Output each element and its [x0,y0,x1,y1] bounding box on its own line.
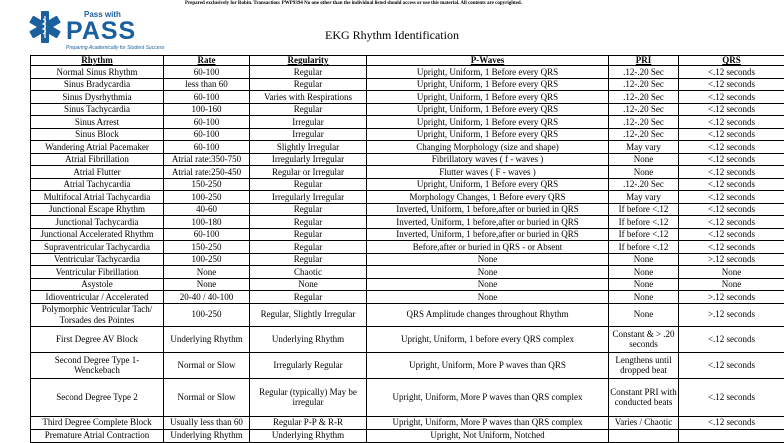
cell-p-waves: None [367,266,609,279]
cell-regularity: Underlying Rhythm [250,429,367,442]
cell-pri: May vary [609,191,679,204]
cell-rhythm: First Degree AV Block [31,326,164,352]
cell-rate: 100-160 [164,103,250,116]
cell-qrs: <.12 seconds [679,228,784,241]
cell-pri: None [609,278,679,291]
cell-pri: If before <.12 [609,216,679,229]
cell-qrs [679,429,784,442]
cell-rhythm: Sinus Arrest [31,116,164,129]
cell-qrs: <.12 seconds [679,326,784,352]
cell-qrs: <.12 seconds [679,203,784,216]
cell-rate: Atrial rate:250-450 [164,166,250,179]
cell-rhythm: Atrial Tachycardia [31,178,164,191]
cell-rate: None [164,266,250,279]
cell-rate: 60-100 [164,66,250,79]
cell-qrs: None [679,278,784,291]
cell-qrs: <.12 seconds [679,191,784,204]
cell-regularity: Regular [250,228,367,241]
cell-qrs: None [679,266,784,279]
cell-pri: .12-.20 Sec [609,103,679,116]
cell-pri: .12-.20 Sec [609,78,679,91]
cell-pri: May vary [609,141,679,154]
cell-p-waves: Inverted, Uniform, 1 before,after or buried in QRS [367,203,609,216]
cell-regularity: Regular, Slightly Irregular [250,303,367,326]
page-title: EKG Rhythm Identification [0,28,784,43]
cell-p-waves: Upright, Not Uniform, Notched [367,429,609,442]
header-rhythm: Rhythm [31,56,164,66]
cell-pri: None [609,303,679,326]
cell-rate: 60-100 [164,128,250,141]
cell-rhythm: Wandering Atrial Pacemaker [31,141,164,154]
cell-pri: If before <.12 [609,241,679,254]
logo-pass: PASS [66,17,136,46]
cell-pri: None [609,253,679,266]
cell-pri: If before <.12 [609,228,679,241]
cell-rhythm: Normal Sinus Rhythm [31,66,164,79]
cell-pri: Lengthens until dropped beat [609,352,679,378]
cell-p-waves: Upright, Uniform, 1 before every QRS complex [367,326,609,352]
cell-rhythm: Sinus Dysrhythmia [31,91,164,104]
cell-p-waves: Before,after or buried in QRS - or Absent [367,241,609,254]
cell-regularity: Regular [250,66,367,79]
table-row [31,66,784,79]
cell-qrs: <.12 seconds [679,91,784,104]
cell-rate: Normal or Slow [164,352,250,378]
cell-pri: None [609,166,679,179]
cell-qrs: <.12 seconds [679,103,784,116]
cell-p-waves: Upright, Uniform, 1 Before every QRS [367,116,609,129]
cell-rhythm: Sinus Block [31,128,164,141]
cell-regularity: Regular (typically) May be irregular [250,378,367,416]
cell-rate: 60-100 [164,91,250,104]
cell-rhythm: Idioventricular / Accelerated [31,291,164,304]
cell-p-waves: None [367,291,609,304]
header-rate: Rate [164,56,250,66]
table-row [31,429,784,442]
cell-rate: 40-60 [164,203,250,216]
cell-p-waves: Upright, Uniform, 1 Before every QRS [367,103,609,116]
cell-rhythm: Sinus Bradycardia [31,78,164,91]
cell-rhythm: Supraventricular Tachycardia [31,241,164,254]
table-row [31,278,784,291]
cell-rhythm: Second Degree Type 2 [31,378,164,416]
cell-qrs: <.12 seconds [679,128,784,141]
cell-rhythm: Ventricular Fibrillation [31,266,164,279]
table-row [31,178,784,191]
cell-p-waves: Upright, Uniform, 1 Before every QRS [367,178,609,191]
cell-regularity: Irregularly Irregular [250,191,367,204]
cell-rhythm: Atrial Flutter [31,166,164,179]
cell-pri: Constant & > .20 seconds [609,326,679,352]
cell-pri: If before <.12 [609,203,679,216]
cell-rhythm: Asystole [31,278,164,291]
cell-pri: Varies / Chaotic [609,416,679,429]
cell-qrs: <.12 seconds [679,78,784,91]
table-row [31,378,784,416]
cell-qrs: <.12 seconds [679,153,784,166]
cell-qrs: >.12 seconds [679,303,784,326]
table-row [31,416,784,429]
cell-regularity: Irregularly Irregular [250,153,367,166]
cell-pri: Constant PRI with conducted beats [609,378,679,416]
cell-qrs: <.12 seconds [679,166,784,179]
table-row [31,141,784,154]
cell-rate: Usually less than 60 [164,416,250,429]
cell-p-waves: QRS Amplitude changes throughout Rhythm [367,303,609,326]
cell-rhythm: Sinus Tachycardia [31,103,164,116]
cell-regularity: Regular [250,78,367,91]
cell-qrs: <.12 seconds [679,378,784,416]
cell-p-waves: Upright, Uniform, More P waves than QRS complex [367,416,609,429]
cell-p-waves: Inverted, Uniform, 1 before,after or buried in QRS [367,216,609,229]
cell-p-waves: Upright, Uniform, More P waves than QRS [367,352,609,378]
cell-regularity: Regular or Irregular [250,166,367,179]
cell-rhythm: Polymorphic Ventricular Tach/ Torsades des Pointes [31,303,164,326]
table-row [31,153,784,166]
cell-p-waves: None [367,253,609,266]
cell-p-waves: Inverted, Uniform, 1 before,after or buried in QRS [367,228,609,241]
cell-regularity: Regular [250,241,367,254]
cell-regularity: Varies with Respirations [250,91,367,104]
table-row [31,228,784,241]
cell-rhythm: Multifocal Atrial Tachycardia [31,191,164,204]
cell-rate: 100-250 [164,303,250,326]
cell-pri: None [609,291,679,304]
table-row [31,303,784,326]
cell-pri: .12-.20 Sec [609,178,679,191]
cell-regularity: Regular [250,103,367,116]
cell-rate: Underlying Rhythm [164,326,250,352]
cell-rate: less than 60 [164,78,250,91]
cell-rate: 60-100 [164,228,250,241]
cell-regularity: Regular P-P & R-R [250,416,367,429]
cell-qrs: <.12 seconds [679,216,784,229]
cell-rate: Underlying Rhythm [164,429,250,442]
table-row [31,191,784,204]
table-row [31,291,784,304]
cell-qrs: <.12 seconds [679,352,784,378]
cell-p-waves: Upright, Uniform, 1 Before every QRS [367,91,609,104]
cell-qrs: >.12 seconds [679,291,784,304]
cell-qrs: <.12 seconds [679,416,784,429]
cell-regularity: Chaotic [250,266,367,279]
ekg-rhythm-table [30,55,784,443]
cell-p-waves: Upright, Uniform, 1 Before every QRS [367,78,609,91]
cell-pri: .12-.20 Sec [609,91,679,104]
cell-qrs: <.12 seconds [679,178,784,191]
table-row [31,266,784,279]
cell-qrs: <.12 seconds [679,241,784,254]
cell-p-waves: None [367,278,609,291]
cell-rate: Normal or Slow [164,378,250,416]
cell-regularity: Irregularly Regular [250,352,367,378]
cell-rate: 60-100 [164,141,250,154]
cell-pri: None [609,266,679,279]
cell-regularity: None [250,278,367,291]
table-row [31,326,784,352]
table-row [31,78,784,91]
cell-pri: None [609,153,679,166]
cell-rate: 100-250 [164,191,250,204]
cell-rhythm: Atrial Fibrillation [31,153,164,166]
cell-regularity: Irregular [250,116,367,129]
logo-pass-with: Pass with [84,10,121,19]
cell-regularity: Slightly Irregular [250,141,367,154]
cell-p-waves: Fibrillatory waves ( f - waves ) [367,153,609,166]
header-regularity: Regularity [250,56,367,66]
header-qrs: QRS [679,56,784,66]
cell-regularity: Regular [250,216,367,229]
cell-rate: 150-250 [164,178,250,191]
header-pri: PRI [609,56,679,66]
cell-regularity: Regular [250,203,367,216]
table-row [31,91,784,104]
cell-rhythm: Junctional Accelerated Rhythm [31,228,164,241]
cell-rhythm: Ventricular Tachycardia [31,253,164,266]
cell-rate: Atrial rate:350-750 [164,153,250,166]
cell-p-waves: Flutter waves ( F - waves ) [367,166,609,179]
cell-p-waves: Upright, Uniform, 1 Before every QRS [367,66,609,79]
cell-rate: 20-40 / 40-100 [164,291,250,304]
cell-pri: .12-.20 Sec [609,66,679,79]
cell-rate: 100-250 [164,253,250,266]
copyright-notice: Prepared exclusively for Robin. Transaction: PWP9394 No one other than the individual listed should access or use this material. All contents are copyrighted. [185,1,522,6]
cell-regularity: Underlying Rhythm [250,326,367,352]
cell-rhythm: Third Degree Complete Block [31,416,164,429]
table-row [31,241,784,254]
cell-pri: .12-.20 Sec [609,128,679,141]
cell-qrs: >.12 seconds [679,253,784,266]
cell-qrs: <.12 seconds [679,66,784,79]
logo-tagline: Preparing Academically for Student Success [66,45,164,51]
table-row [31,253,784,266]
table-row [31,128,784,141]
cell-p-waves: Upright, Uniform, More P waves than QRS complex [367,378,609,416]
cell-regularity: Regular [250,178,367,191]
cell-p-waves: Upright, Uniform, 1 Before every QRS [367,128,609,141]
cell-p-waves: Changing Morphology (size and shape) [367,141,609,154]
cell-regularity: Regular [250,291,367,304]
cell-rate: 150-250 [164,241,250,254]
cell-rhythm: Junctional Escape Rhythm [31,203,164,216]
cell-regularity: Irregular [250,128,367,141]
cell-qrs: <.12 seconds [679,141,784,154]
cell-rate: None [164,278,250,291]
cell-p-waves: Morphology Changes, 1 Before every QRS [367,191,609,204]
table-row [31,216,784,229]
table-row [31,166,784,179]
cell-rhythm: Junctional Tachycardia [31,216,164,229]
cell-rhythm: Premature Atrial Contraction [31,429,164,442]
cell-qrs: <.12 seconds [679,116,784,129]
cell-pri: .12-.20 Sec [609,116,679,129]
cell-regularity: Regular [250,253,367,266]
cell-rate: 60-100 [164,116,250,129]
cell-rate: 100-180 [164,216,250,229]
header-p-waves: P-Waves [367,56,609,66]
table-header-row [31,56,784,66]
table-row [31,352,784,378]
cell-rhythm: Second Degree Type 1- Wenckebach [31,352,164,378]
table-row [31,116,784,129]
table-row [31,203,784,216]
cell-pri [609,429,679,442]
table-row [31,103,784,116]
